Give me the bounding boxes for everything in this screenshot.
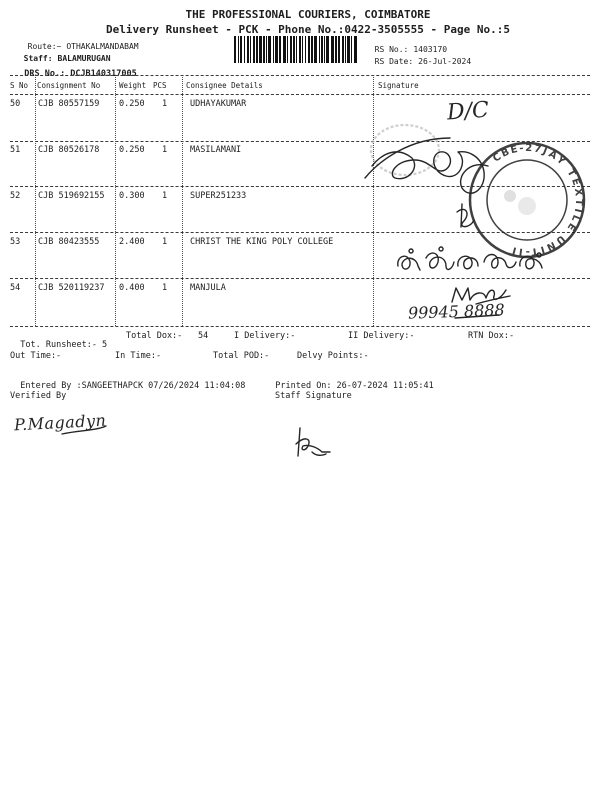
- drs-label: DRS No.:: [24, 68, 66, 79]
- cell-pcs: 1: [162, 283, 168, 293]
- col-header-consignee: Consignee Details: [186, 81, 263, 90]
- cell-consignee: CHRIST THE KING POLY COLLEGE: [190, 237, 334, 247]
- barcode-bar: [319, 36, 320, 63]
- col-header-pcs: PCS: [153, 81, 167, 90]
- barcode: [233, 36, 358, 63]
- rs-date-value: 26-Jul-2024: [418, 57, 472, 66]
- barcode-bar: [331, 36, 334, 63]
- cell-consignee: SUPER251233: [190, 191, 247, 201]
- cell-sno: 52: [10, 191, 21, 201]
- verified-signature: P.Magadyn: [13, 410, 107, 435]
- cell-consignment: CJB 520119237: [38, 283, 105, 293]
- staff-label: Staff:: [23, 54, 53, 63]
- cell-sno: 53: [10, 237, 21, 247]
- cell-pcs: 1: [162, 191, 168, 201]
- col-header-weight: Weight: [119, 81, 147, 90]
- cell-consignee: MASILAMANI: [190, 145, 242, 155]
- delvy-points-label: Delvy Points:-: [297, 351, 369, 361]
- barcode-bar: [273, 36, 274, 63]
- barcode-bar: [308, 36, 310, 63]
- table-header-rule: [10, 94, 590, 95]
- row-divider: [10, 232, 590, 233]
- row-divider: [10, 278, 590, 279]
- tot-runsheet: [10, 332, 107, 349]
- col-header-signature: Signature: [378, 81, 419, 90]
- cell-pcs: 1: [162, 145, 168, 155]
- i-delivery-label: I Delivery:-: [234, 331, 296, 341]
- out-time-label: Out Time:-: [10, 351, 62, 361]
- faded-stamp: [371, 125, 439, 175]
- total-dox-value: 54: [198, 331, 209, 341]
- barcode-bar: [314, 36, 317, 63]
- signature-row-52: [457, 204, 474, 227]
- printed-on-label: Printed On:: [275, 380, 332, 391]
- handwritten-phone: 99945 8888: [407, 300, 505, 323]
- barcode-bar: [299, 36, 301, 63]
- runsheet-subtitle: Delivery Runsheet - PCK - Phone No.:0422-3505555 - Page No.:5: [106, 23, 510, 36]
- route-value: OTHAKALMANDABAM: [66, 42, 139, 51]
- cell-consignment: CJB 519692155: [38, 191, 105, 201]
- rtn-dox-label: RTN Dox:-: [468, 331, 515, 341]
- cell-consignee: MANJULA: [190, 283, 226, 293]
- column-divider: [35, 77, 36, 326]
- stamp-center-smudge: [504, 190, 516, 202]
- cell-consignment: CJB 80526178: [38, 145, 100, 155]
- cell-sno: 54: [10, 283, 21, 293]
- cell-consignment: CJB 80423555: [38, 237, 100, 247]
- signature-row-53: [398, 247, 542, 270]
- barcode-bar: [283, 36, 286, 63]
- entered-by-line: [10, 373, 245, 390]
- staff-signature-label: Staff Signature: [275, 391, 352, 401]
- cell-consignment: CJB 80557159: [38, 99, 100, 109]
- cell-weight: 0.300: [119, 191, 145, 201]
- barcode-bar: [326, 36, 329, 63]
- col-header-sno: S No: [10, 81, 29, 90]
- barcode-bar: [234, 36, 236, 63]
- signature-row-51: [365, 138, 488, 193]
- rs-no-label: RS No.:: [374, 45, 409, 54]
- barcode-bar: [305, 36, 306, 63]
- stamp-top-text: [491, 143, 543, 165]
- entered-by-label: Entered By :: [20, 380, 82, 391]
- barcode-bar: [345, 36, 346, 63]
- barcode-bar: [311, 36, 313, 63]
- drs-value: DCJB140317005: [70, 68, 137, 79]
- rs-no-value: 1403170: [413, 45, 448, 54]
- entered-by-user: SANGEETHAPCK: [81, 380, 144, 391]
- barcode-bar: [293, 36, 295, 63]
- route-label: Route:~: [27, 42, 62, 51]
- printed-on-line: [265, 373, 434, 390]
- barcode-bar: [287, 36, 288, 63]
- column-divider: [373, 77, 374, 326]
- printed-on-value: 26-07-2024 11:05:41: [336, 380, 434, 391]
- barcode-bar: [259, 36, 262, 63]
- ii-delivery-label: II Delivery:-: [348, 331, 415, 341]
- barcode-bar: [268, 36, 271, 63]
- total-dox-label: Total Dox:-: [126, 331, 183, 341]
- entered-at: 07/26/2024 11:04:08: [148, 380, 246, 391]
- barcode-bar: [342, 36, 344, 63]
- company-title: THE PROFESSIONAL COURIERS, COIMBATORE: [185, 8, 431, 21]
- barcode-bar: [302, 36, 303, 63]
- cell-weight: 0.250: [119, 145, 145, 155]
- company-stamp: [470, 143, 584, 257]
- barcode-bar: [354, 36, 357, 63]
- tot-runsheet-label: Tot. Runsheet:-: [20, 339, 98, 350]
- barcode-bar: [240, 36, 242, 63]
- barcode-bar: [275, 36, 278, 63]
- cell-weight: 0.250: [119, 99, 145, 109]
- barcode-bar: [266, 36, 267, 63]
- staff-value: BALAMURUGAN: [57, 54, 111, 63]
- barcode-bar: [263, 36, 265, 63]
- stamp-top-textpath: CBE-27: [491, 142, 544, 165]
- barcode-bar: [347, 36, 350, 63]
- barcode-bar: [244, 36, 245, 63]
- barcode-bar: [279, 36, 281, 63]
- tot-runsheet-value: 5: [102, 339, 108, 350]
- stamp-center-smudge: [518, 197, 536, 215]
- stamp-inner-ring: [487, 160, 567, 240]
- barcode-bar: [253, 36, 255, 63]
- stamp-ring-text: [509, 146, 584, 258]
- row-divider: [10, 186, 590, 187]
- col-header-consignment: Consignment No: [37, 81, 101, 90]
- rs-date-label: RS Date:: [374, 57, 414, 66]
- barcode-bar: [247, 36, 249, 63]
- row-divider: [10, 141, 590, 142]
- barcode-bar: [296, 36, 297, 63]
- column-divider: [182, 77, 183, 326]
- table-bottom-rule: [10, 326, 590, 327]
- barcode-bar: [321, 36, 323, 63]
- staff-signature: [296, 428, 330, 456]
- cell-pcs: 1: [162, 99, 168, 109]
- barcode-bar: [335, 36, 337, 63]
- barcode-bar: [256, 36, 258, 63]
- verified-by-label: Verified By: [10, 391, 67, 401]
- total-pod-label: Total POD:-: [213, 351, 270, 361]
- barcode-bar: [290, 36, 292, 63]
- cell-consignee: UDHAYAKUMAR: [190, 99, 247, 109]
- barcode-bar: [351, 36, 352, 63]
- barcode-bar: [238, 36, 239, 63]
- cell-weight: 2.400: [119, 237, 145, 247]
- table-top-rule: [10, 75, 590, 76]
- barcode-bar: [250, 36, 251, 63]
- barcode-bar: [338, 36, 340, 63]
- in-time-label: In Time:-: [115, 351, 162, 361]
- handwritten-note: D/C: [446, 97, 490, 126]
- barcode-bar: [324, 36, 325, 63]
- stamp-outer-ring: [470, 143, 584, 257]
- cell-sno: 51: [10, 145, 21, 155]
- cell-weight: 0.400: [119, 283, 145, 293]
- stamp-ring-textpath: JAY TEXTILE UNIT-II: [508, 145, 585, 258]
- column-divider: [115, 77, 116, 326]
- cell-sno: 50: [10, 99, 21, 109]
- cell-pcs: 1: [162, 237, 168, 247]
- rs-date-line: [365, 50, 471, 66]
